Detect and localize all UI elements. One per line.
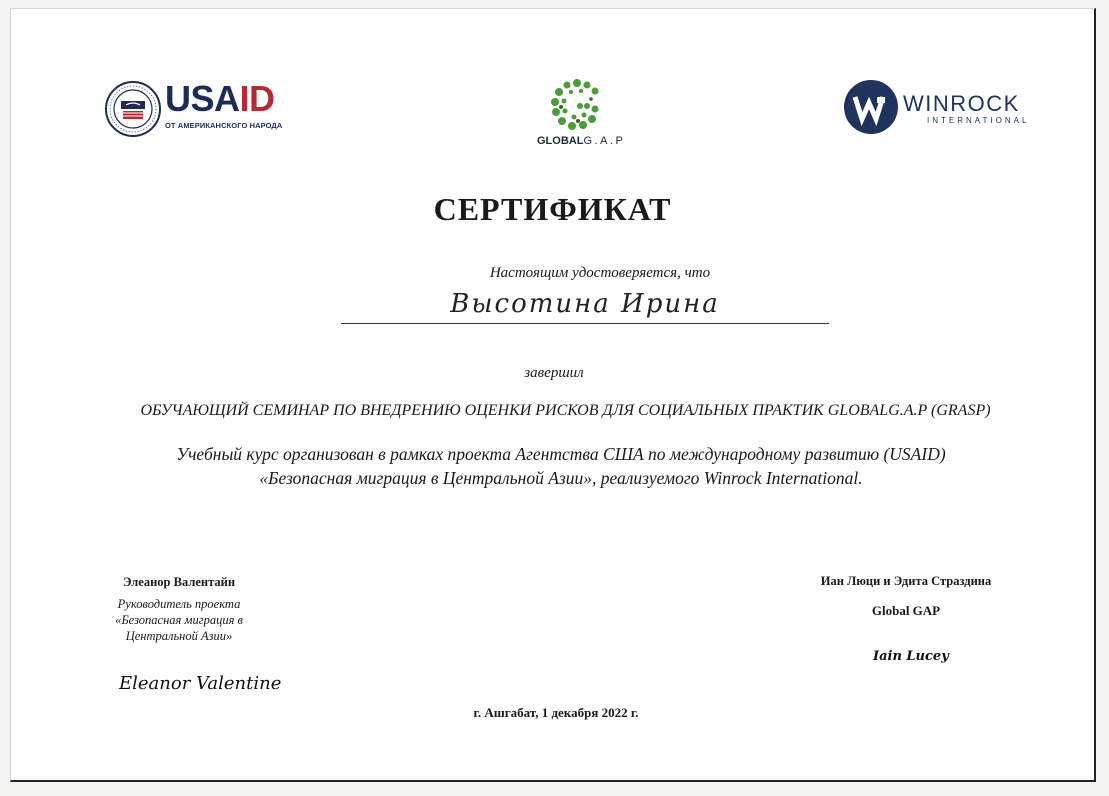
right-signature: Iain Lucey [873,649,949,664]
winrock-w-icon [843,79,899,135]
recipient-handwritten-name: Высотина Ирина [450,289,720,319]
usaid-seal-icon [105,81,161,137]
description-line-1: Учебный курс организован в рамках проекта Агентства США по международному развитию (USAID) [176,444,946,464]
usaid-wordmark: USAID [165,78,275,119]
left-signatory-name: Элеанор Валентайн [122,575,236,589]
role-line-1: Руководитель проекта [117,597,241,611]
place-and-date: г. Ашгабат, 1 декабря 2022 г. [473,705,639,720]
course-description [11,442,1109,490]
left-signatory-role [81,596,277,644]
right-signatory-organization: Global GAP [871,603,941,618]
globalgap-logo [531,77,631,157]
recipient-underline [341,323,829,324]
certify-line: Настоящим удостоверяется, что [489,265,711,281]
role-line-2: «Безопасная миграция в [115,613,243,627]
certificate-sheet [10,8,1096,782]
usaid-tagline: ОТ АМЕРИКАНСКОГО НАРОДА [165,121,283,130]
completed-label: завершил [524,365,584,381]
right-signatory-names: Иан Люци и Эдита Страздина [820,574,992,588]
course-title: ОБУЧАЮЩИЙ СЕМИНАР ПО ВНЕДРЕНИЮ ОЦЕНКИ РИСКОВ ДЛЯ СОЦИАЛЬНЫХ ПРАКТИК GLOBALG.A.P (GRASP) [140,402,991,419]
description-line-2: «Безопасная миграция в Центральной Азии», реализуемого Winrock International. [259,468,863,488]
usaid-logo [105,77,305,141]
globalgap-wordmark: GLOBALG.A.P [537,135,626,147]
left-signature: Eleanor Valentine [119,673,282,694]
certificate-title: СЕРТИФИКАТ [433,191,672,227]
right-signatory [775,574,1037,619]
left-signatory [81,575,277,644]
winrock-subtitle: INTERNATIONAL [927,116,1030,125]
globalgap-g-icon [547,77,607,131]
winrock-wordmark: WINROCK [903,91,1020,116]
recipient-field [341,289,829,329]
winrock-logo [843,77,1043,141]
role-line-3: Центральной Азии» [125,629,233,643]
